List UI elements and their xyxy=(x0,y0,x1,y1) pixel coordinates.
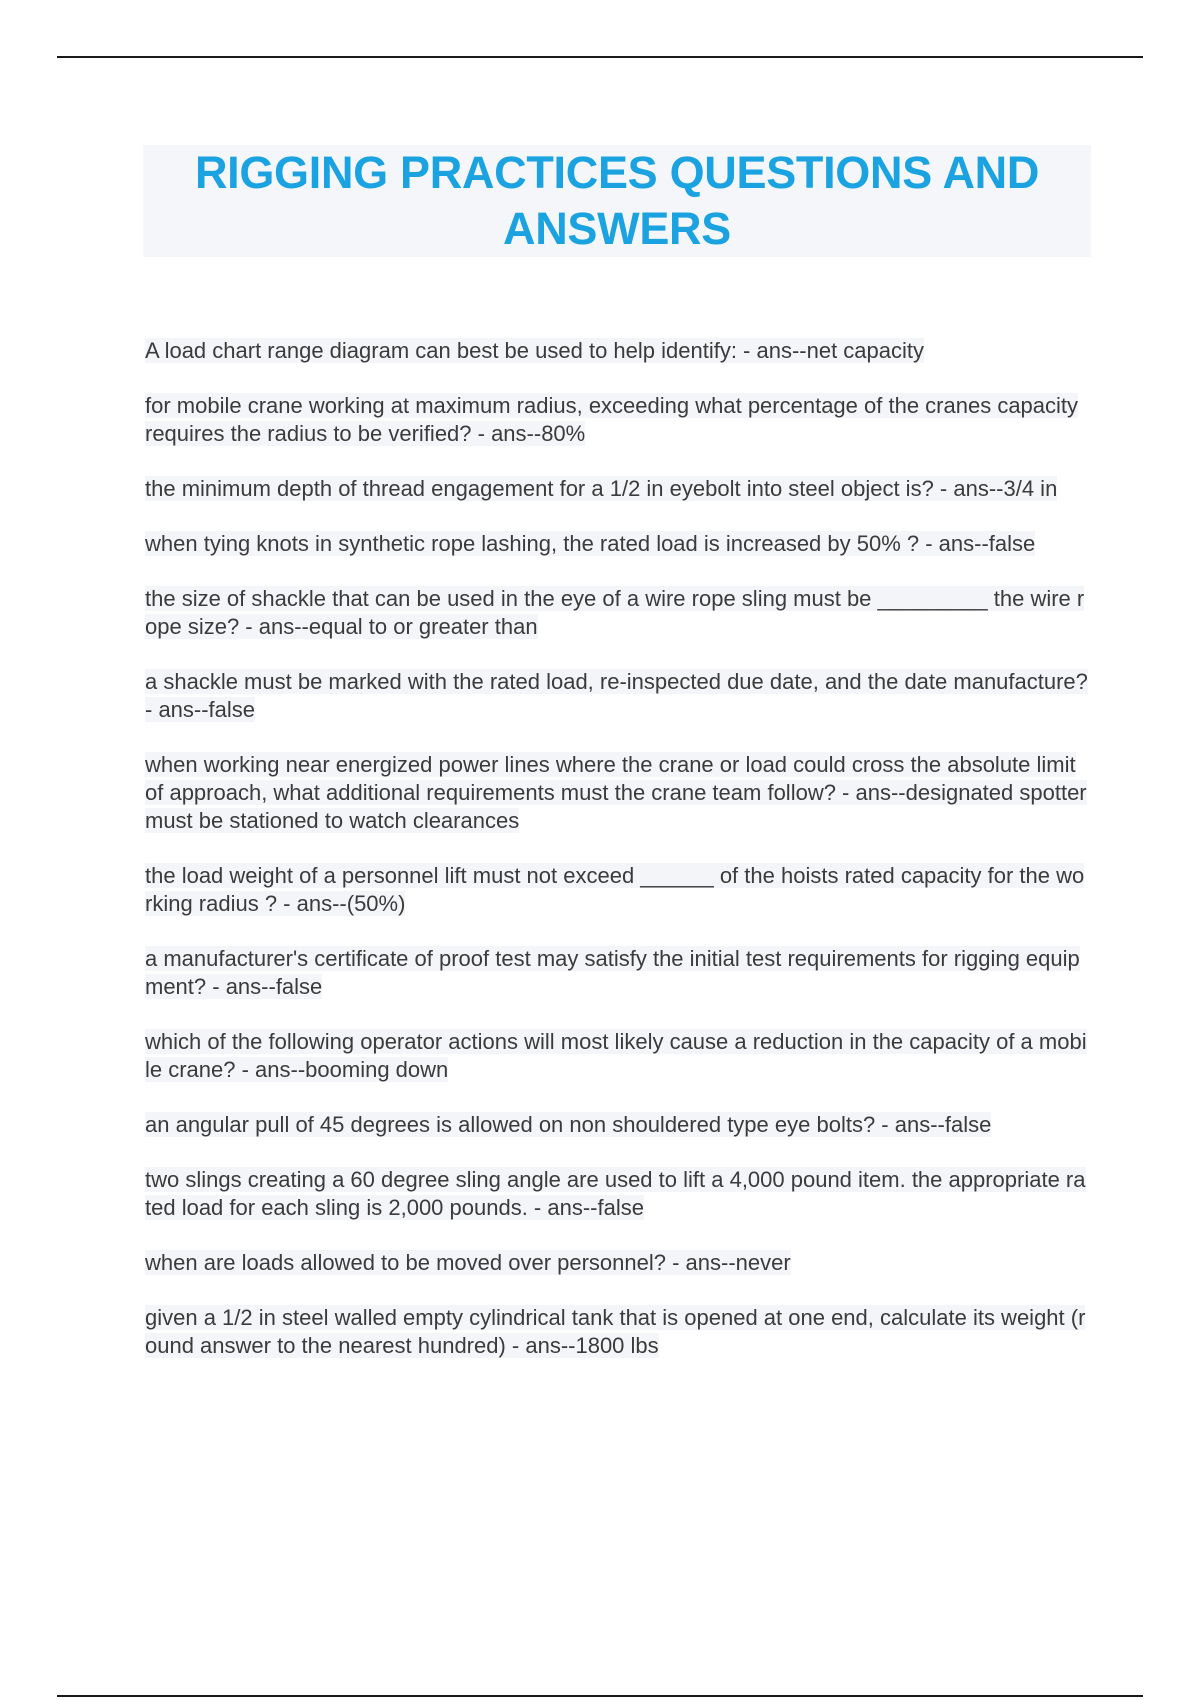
qa-text: which of the following operator actions will most likely cause a reduction in the capacity of a mobile crane? - ans--booming down xyxy=(145,1029,1087,1082)
title-banner xyxy=(143,145,1091,257)
qa-text: given a 1/2 in steel walled empty cylindrical tank that is opened at one end, calculate its weight (round answer to the nearest hundred) - ans--1800 lbs xyxy=(145,1305,1086,1358)
qa-item xyxy=(145,945,1090,1001)
qa-text: when working near energized power lines where the crane or load could cross the absolute limit of approach, what additional requirements must the crane team follow? - ans--designated spotter must be stationed to watch clearances xyxy=(145,752,1087,833)
qa-text: for mobile crane working at maximum radius, exceeding what percentage of the cranes capacity requires the radius to be verified? - ans--80% xyxy=(145,393,1079,446)
qa-text: when are loads allowed to be moved over personnel? - ans--never xyxy=(145,1250,791,1275)
top-rule xyxy=(57,56,1143,58)
qa-text: A load chart range diagram can best be used to help identify: - ans--net capacity xyxy=(145,338,925,363)
qa-item xyxy=(145,1028,1090,1084)
bottom-rule xyxy=(57,1695,1143,1697)
qa-item xyxy=(145,337,1090,365)
qa-item xyxy=(145,392,1090,448)
qa-text: a manufacturer's certificate of proof test may satisfy the initial test requirements for rigging equipment? - ans--false xyxy=(145,946,1080,999)
qa-item xyxy=(145,1166,1090,1222)
qa-item xyxy=(145,530,1090,558)
qa-item xyxy=(145,862,1090,918)
qa-text: the size of shackle that can be used in the eye of a wire rope sling must be _________ the wire rope size? - ans--equal to or greater than xyxy=(145,586,1085,639)
qa-text: a shackle must be marked with the rated load, re-inspected due date, and the date manufacture? - ans--false xyxy=(145,669,1088,722)
qa-item xyxy=(145,1249,1090,1277)
qa-text: an angular pull of 45 degrees is allowed on non shouldered type eye bolts? - ans--false xyxy=(145,1112,992,1137)
qa-item xyxy=(145,585,1090,641)
qa-item xyxy=(145,1304,1090,1360)
qa-text: the load weight of a personnel lift must not exceed ______ of the hoists rated capacity for the working radius ? - ans--(50%) xyxy=(145,863,1085,916)
qa-text: when tying knots in synthetic rope lashing, the rated load is increased by 50% ? - ans--false xyxy=(145,531,1036,556)
qa-item xyxy=(145,668,1090,724)
qa-item xyxy=(145,475,1090,503)
qa-list xyxy=(145,337,1090,1387)
document-title: RIGGING PRACTICES QUESTIONS AND ANSWERS xyxy=(194,147,1040,254)
qa-text: two slings creating a 60 degree sling angle are used to lift a 4,000 pound item. the appropriate rated load for each sling is 2,000 pounds. - ans--false xyxy=(145,1167,1086,1220)
qa-item xyxy=(145,1111,1090,1139)
qa-text: the minimum depth of thread engagement for a 1/2 in eyebolt into steel object is? - ans--3/4 in xyxy=(145,476,1058,501)
qa-item xyxy=(145,751,1090,835)
